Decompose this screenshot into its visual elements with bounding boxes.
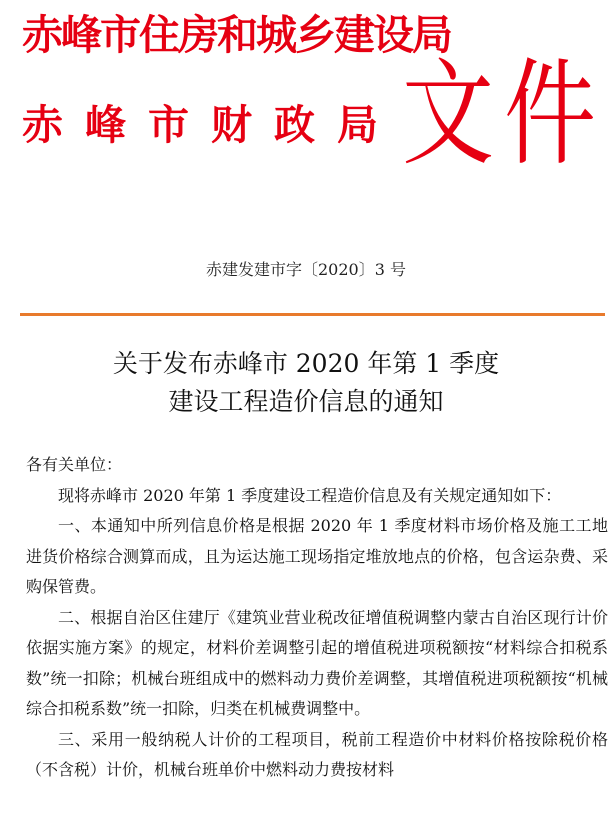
document-body [26, 450, 608, 786]
intro-paragraph: 现将赤峰市 2020 年第 1 季度建设工程造价信息及有关规定通知如下： [58, 485, 562, 505]
document-title-line-1: 关于发布赤峰市 2020 年第 1 季度 [112, 349, 500, 378]
salutation: 各有关单位： [26, 455, 123, 474]
header-separator-line [20, 313, 605, 316]
document-header-word: 文件 [401, 47, 606, 181]
document-title-line-2: 建设工程造价信息的通知 [168, 387, 444, 416]
document-number: 赤建发建市字〔2020〕3 号 [206, 260, 406, 279]
paragraph-item-1: 一、本通知中所列信息价格是根据 2020 年 1 季度材料市场价格及施工工地进货价格综合测算而成，且为运达施工现场指定堆放地点的价格，包含运杂费、采购保管费。 [26, 516, 608, 596]
issuer-line-2: 赤峰市财政局 [22, 101, 400, 149]
paragraph-item-2: 二、根据自治区住建厅《建筑业营业税改征增值税调整内蒙古自治区现行计价依据实施方案》的规定，材料价差调整引起的增值税进项税额按“材料综合扣税系数”统一扣除；机械台班组成中的燃料动力费价差调整，其增值税进项税额按“机械综合扣税系数”统一扣除，归类在机械费调整中。 [26, 607, 608, 718]
paragraph-item-3: 三、采用一般纳税人计价的工程项目，税前工程造价中材料价格按除税价格（不含税）计价，机械台班单价中燃料动力费按材料 [26, 729, 608, 779]
issuer-line-1: 赤峰市住房和城乡建设局 [22, 11, 451, 59]
